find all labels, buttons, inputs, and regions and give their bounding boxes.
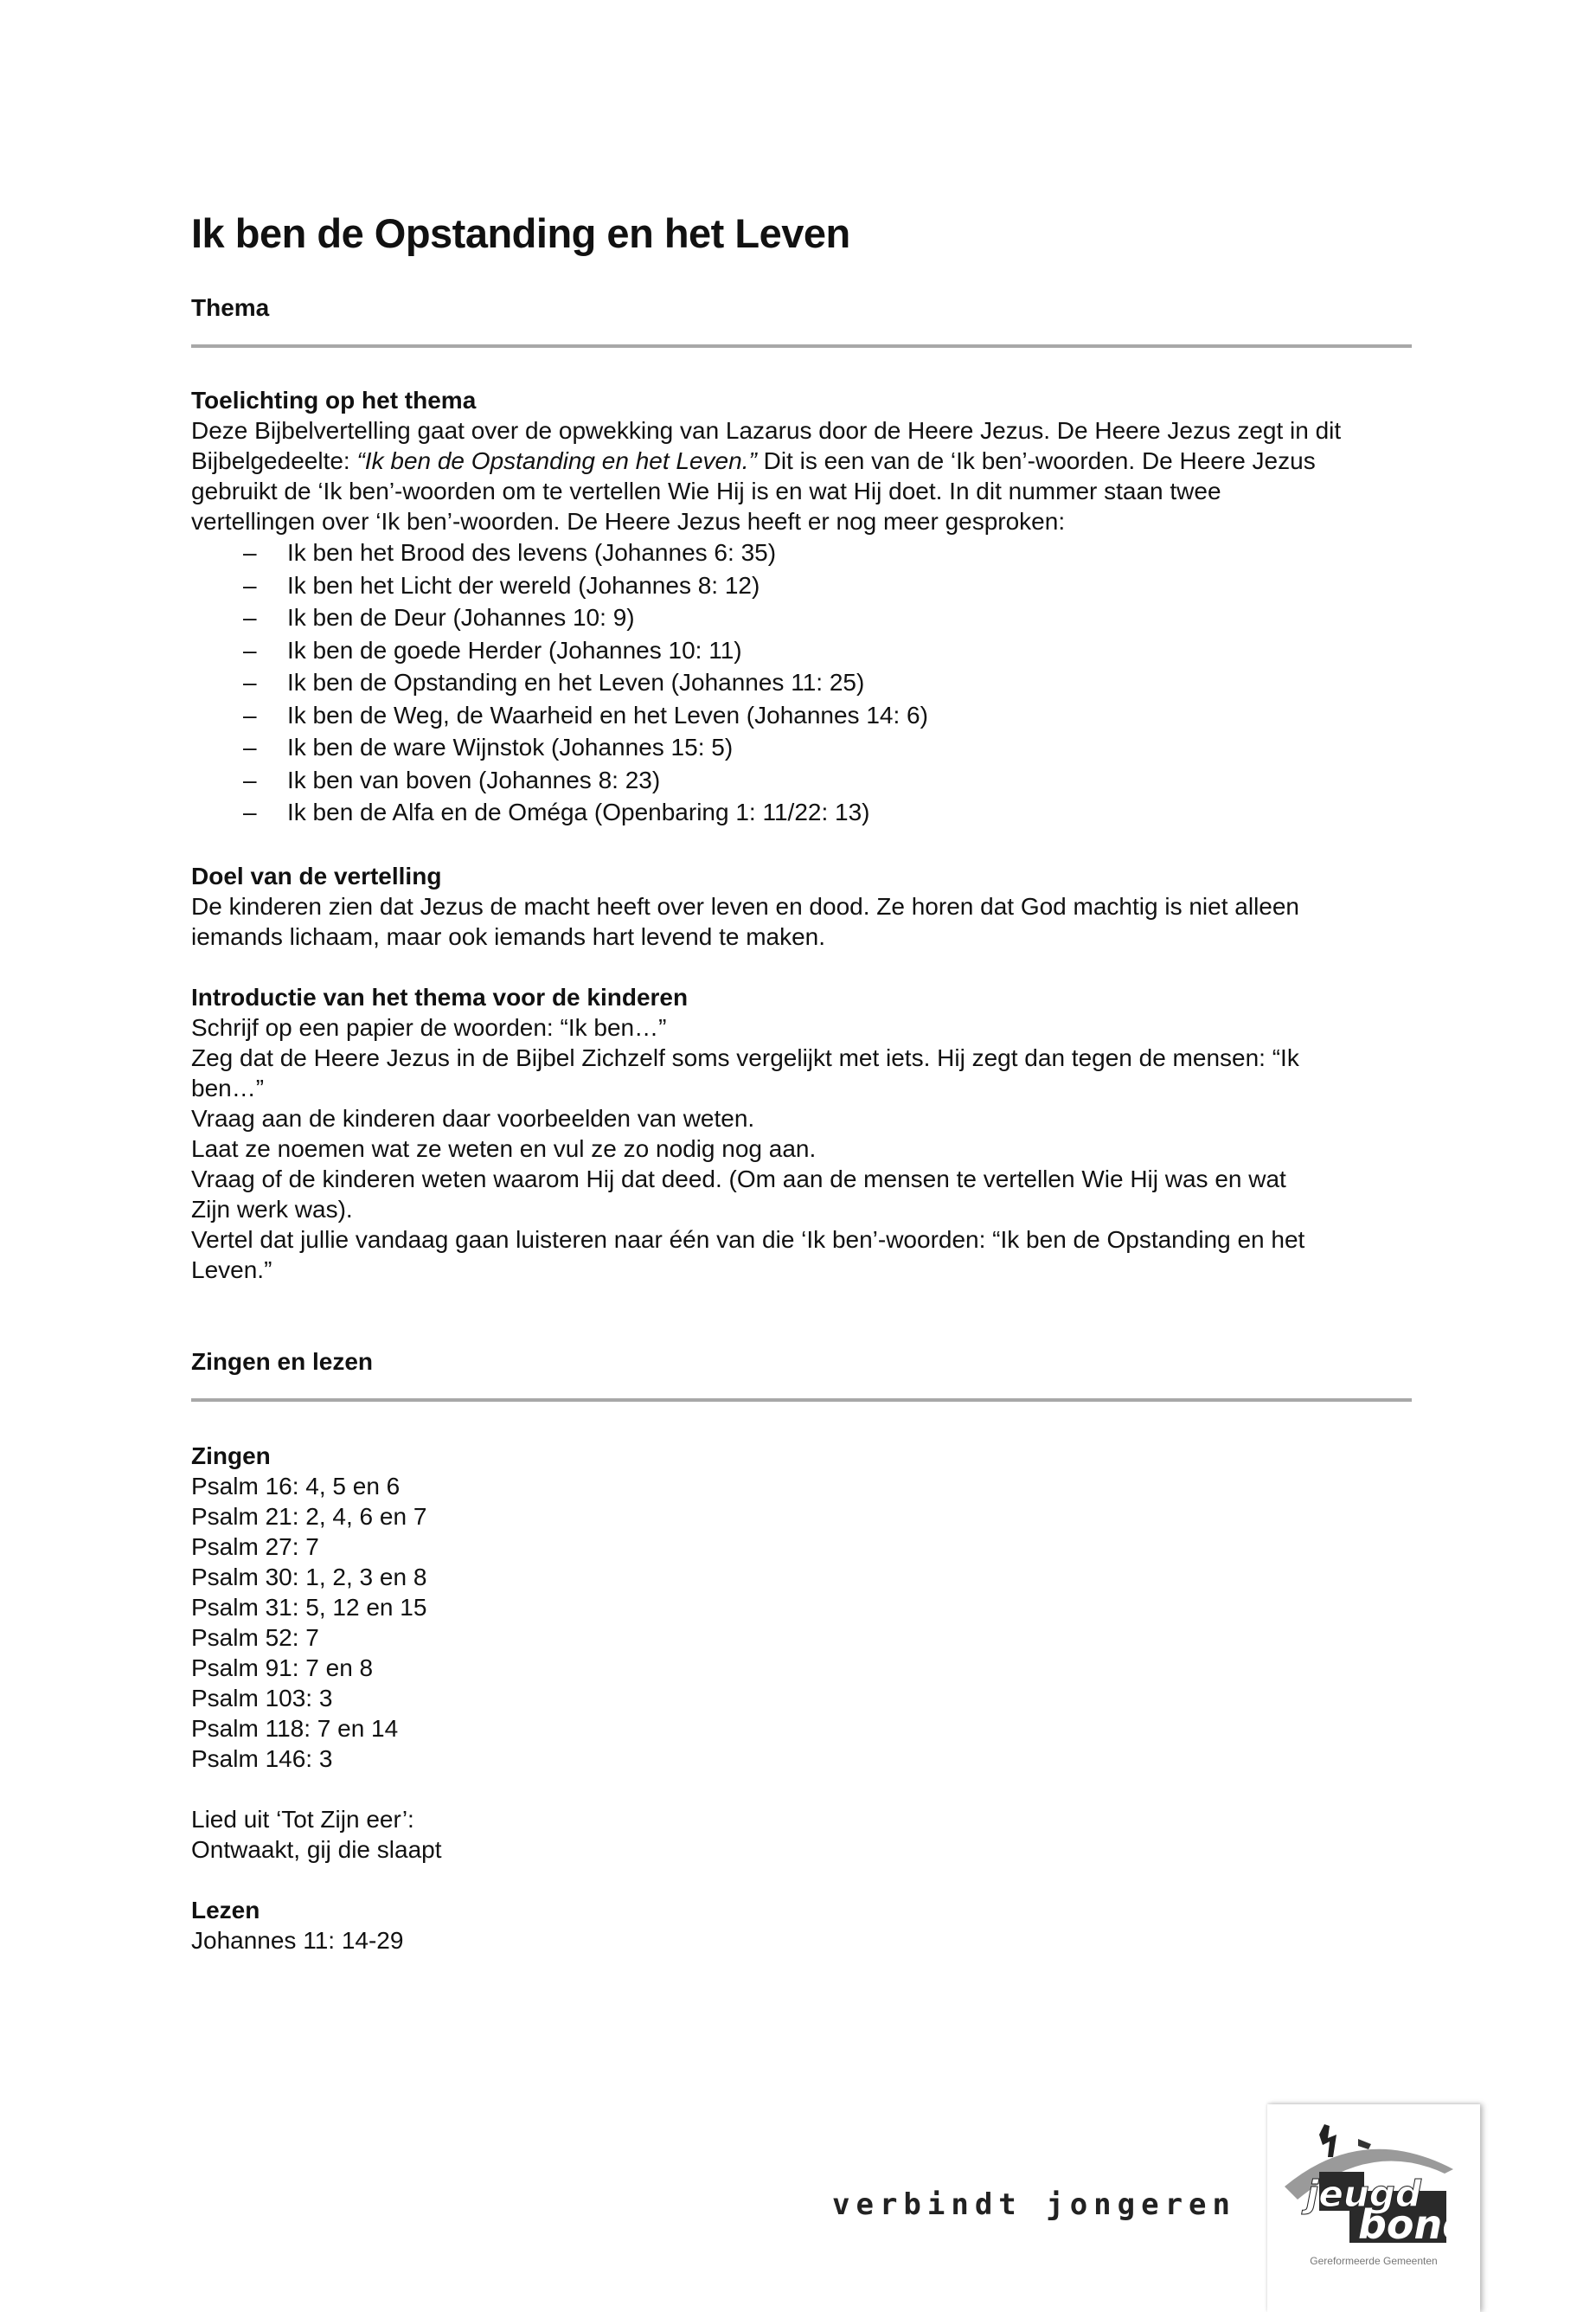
svg-text:bond: bond	[1358, 2201, 1471, 2248]
lezen-text: Johannes 11: 14-29	[191, 1927, 404, 1954]
logo-graphic	[1267, 2104, 1480, 2251]
divider	[191, 1398, 1412, 1402]
list-item-text: Ik ben de Weg, de Waarheid en het Leven (Johannes 14: 6)	[287, 701, 928, 729]
paragraph-line: gebruikt de ‘Ik ben’-woorden om te vertellen Wie Hij is en wat Hij doet. In dit nummer staan twee	[191, 478, 1221, 504]
paragraph-line: Schrijf op een papier de woorden: “Ik ben…”	[191, 1014, 667, 1041]
paragraph-line: Leven.”	[191, 1256, 272, 1283]
text: Bijbelgedeelte:	[191, 447, 357, 474]
section-heading-thema: Thema	[191, 294, 270, 321]
paragraph-line: De kinderen zien dat Jezus de macht heeft over leven en dood. Ze horen dat God machtig is niet alleen	[191, 893, 1299, 920]
paragraph-line: Vraag of de kinderen weten waarom Hij dat deed. (Om aan de mensen te vertellen Wie Hij was en wat	[191, 1166, 1286, 1192]
dash-bullet: –	[243, 571, 257, 599]
psalm-item: Psalm 91: 7 en 8	[191, 1654, 374, 1681]
list-item-text: Ik ben de Alfa en de Oméga (Openbaring 1: 11/22: 13)	[287, 799, 870, 825]
list-item	[191, 666, 1341, 699]
list-item	[191, 569, 1341, 602]
quote: “Ik ben de Opstanding en het Leven.”	[356, 447, 757, 474]
psalm-item: Psalm 27: 7	[191, 1533, 319, 1560]
list-item	[191, 601, 1341, 634]
tagline: verbindt jongeren	[832, 2187, 1236, 2222]
paragraph-line: Vertel dat jullie vandaag gaan luisteren naar één van die ‘Ik ben’-woorden: “Ik ben de Opstanding en het	[191, 1226, 1305, 1253]
psalm-item: Psalm 146: 3	[191, 1745, 333, 1772]
paragraph-line: ben…”	[191, 1075, 265, 1101]
list-item-text: Ik ben de Deur (Johannes 10: 9)	[287, 604, 635, 631]
paragraph-line	[191, 446, 1341, 476]
psalm-item: Psalm 118: 7 en 14	[191, 1715, 399, 1742]
introductie-heading: Introductie van het thema voor de kinderen	[191, 984, 689, 1011]
list-item	[191, 764, 1341, 797]
list-item	[191, 731, 1341, 764]
dash-bullet: –	[243, 636, 257, 664]
list-item-text: Ik ben de ware Wijnstok (Johannes 15: 5)	[287, 734, 734, 761]
dash-bullet: –	[243, 799, 257, 825]
paragraph-line: iemands lichaam, maar ook iemands hart levend te maken.	[191, 923, 826, 950]
psalm-item: Psalm 52: 7	[191, 1624, 319, 1651]
psalm-item: Psalm 30: 1, 2, 3 en 8	[191, 1564, 427, 1590]
paragraph-line: Zeg dat de Heere Jezus in de Bijbel Zichzelf soms vergelijkt met iets. Hij zegt dan tegen de mensen: “Ik	[191, 1044, 1299, 1071]
dash-bullet: –	[243, 604, 257, 631]
logo-subtitle: Gereformeerde Gemeenten	[1310, 2255, 1438, 2267]
dash-bullet: –	[243, 669, 257, 696]
zingen-section	[191, 1441, 442, 1956]
doel-section	[191, 861, 1299, 952]
doel-heading: Doel van de vertelling	[191, 863, 442, 889]
dash-bullet: –	[243, 766, 257, 793]
ik-ben-list	[191, 536, 1341, 829]
list-item	[191, 634, 1341, 667]
list-item-text: Ik ben de Opstanding en het Leven (Johannes 11: 25)	[287, 669, 865, 696]
lezen-heading: Lezen	[191, 1897, 260, 1923]
section-heading-zingen-lezen: Zingen en lezen	[191, 1348, 374, 1375]
list-item	[191, 536, 1341, 569]
toelichting-heading: Toelichting op het thema	[191, 387, 477, 414]
jeugdbond-logo	[1267, 2104, 1480, 2312]
psalm-item: Psalm 16: 4, 5 en 6	[191, 1473, 401, 1500]
lied-title: Ontwaakt, gij die slaapt	[191, 1836, 442, 1863]
svg-text:jeugd: jeugd	[1306, 2173, 1421, 2215]
paragraph-line: Vraag aan de kinderen daar voorbeelden van weten.	[191, 1105, 755, 1132]
list-item-text: Ik ben het Brood des levens (Johannes 6: 35)	[287, 539, 777, 566]
introductie-section	[191, 982, 1304, 1285]
list-item-text: Ik ben het Licht der wereld (Johannes 8: 12)	[287, 571, 760, 599]
dash-bullet: –	[243, 734, 257, 761]
lied-label: Lied uit ‘Tot Zijn eer’:	[191, 1806, 414, 1833]
psalm-item: Psalm 21: 2, 4, 6 en 7	[191, 1503, 427, 1530]
list-item	[191, 796, 1341, 829]
list-item-text: Ik ben van boven (Johannes 8: 23)	[287, 766, 661, 793]
dash-bullet: –	[243, 701, 257, 729]
paragraph-line: Laat ze noemen wat ze weten en vul ze zo nodig nog aan.	[191, 1135, 817, 1162]
zingen-heading: Zingen	[191, 1442, 271, 1469]
divider	[191, 344, 1412, 348]
paragraph-line: vertellingen over ‘Ik ben’-woorden. De Heere Jezus heeft er nog meer gesproken:	[191, 508, 1066, 535]
list-item	[191, 699, 1341, 732]
list-item-text: Ik ben de goede Herder (Johannes 10: 11)	[287, 636, 742, 664]
dash-bullet: –	[243, 539, 257, 566]
text: Dit is een van de ‘Ik ben’-woorden. De Heere Jezus	[756, 447, 1316, 474]
psalm-item: Psalm 31: 5, 12 en 15	[191, 1594, 427, 1621]
paragraph-line: Zijn werk was).	[191, 1196, 353, 1223]
page-title: Ik ben de Opstanding en het Leven	[191, 210, 850, 256]
paragraph-line: Deze Bijbelvertelling gaat over de opwekking van Lazarus door de Heere Jezus. De Heere Jezus zegt in dit	[191, 417, 1342, 444]
psalm-item: Psalm 103: 3	[191, 1685, 333, 1712]
toelichting-section	[191, 385, 1341, 829]
